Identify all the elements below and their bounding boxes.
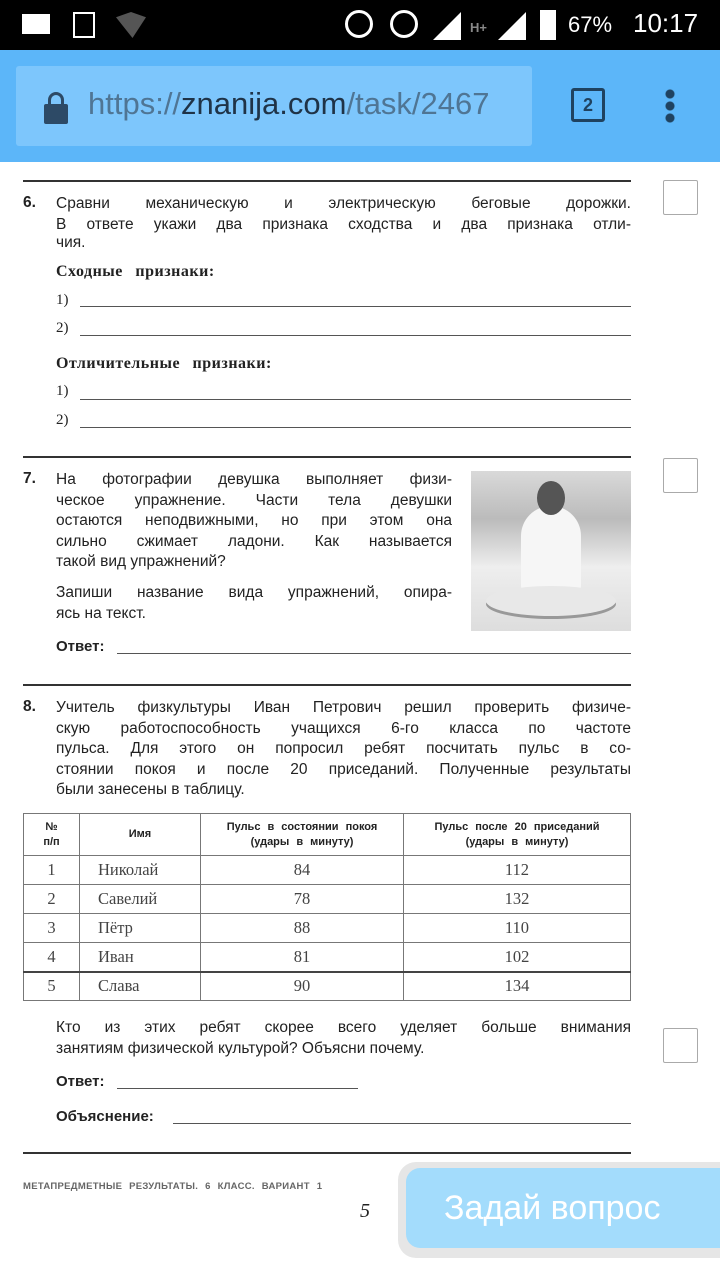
tab-switcher-button[interactable]: 2 xyxy=(571,88,605,122)
answer-line[interactable] xyxy=(80,399,631,400)
text-line: остаются неподвижными, но при этом она xyxy=(56,512,452,529)
answer-line[interactable] xyxy=(80,427,631,428)
table-row: 4 Иван 81 102 xyxy=(24,943,631,972)
question-number: 7. xyxy=(23,470,36,487)
text-line: Кто из этих ребят скорее всего уделяет больше внимания xyxy=(56,1019,631,1036)
text-line: пульса. Для этого он попросил ребят посчитать пульс в со- xyxy=(56,740,631,757)
answer-line[interactable] xyxy=(117,1088,358,1089)
text-line: такой вид упражнений? xyxy=(56,553,226,570)
question-7-task xyxy=(56,583,452,624)
text-line: ясь на текст. xyxy=(56,604,146,622)
table-header xyxy=(24,814,631,856)
question-6-text xyxy=(56,194,631,254)
text-line: В ответе укажи два признака сходства и два признака отли- xyxy=(56,215,631,233)
page-caption: МЕТАПРЕДМЕТНЫЕ РЕЗУЛЬТАТЫ. 6 КЛАСС. ВАРИАНТ 1 xyxy=(23,1181,323,1192)
url-scheme: https:// xyxy=(88,86,182,121)
browser-toolbar xyxy=(0,50,720,162)
answer-checkbox[interactable] xyxy=(663,180,698,215)
url-bar[interactable] xyxy=(16,66,532,146)
explanation-label: Объяснение: xyxy=(56,1108,154,1125)
table-row: 5 Слава 90 134 xyxy=(24,972,631,1001)
answer-checkbox[interactable] xyxy=(663,1028,698,1063)
answer-line[interactable] xyxy=(117,653,631,654)
column-header: Имя xyxy=(80,814,201,856)
divider xyxy=(23,1152,631,1154)
lock-shackle-icon xyxy=(48,92,64,108)
menu-icon[interactable] xyxy=(664,88,676,124)
similar-heading: Сходные признаки: xyxy=(56,263,215,280)
exercise-photo xyxy=(471,471,631,631)
different-heading: Отличительные признаки: xyxy=(56,355,272,372)
wifi-icon xyxy=(116,12,146,38)
text-line: занятиям физической культурой? Объясни почему. xyxy=(56,1039,425,1057)
answer-checkbox[interactable] xyxy=(663,458,698,493)
item-label: 2) xyxy=(56,320,69,336)
text-line: чия. xyxy=(56,234,86,251)
text-line: Сравни механическую и электрическую беговые дорожки. xyxy=(56,195,631,212)
image-icon xyxy=(73,12,95,38)
item-label: 1) xyxy=(56,292,69,308)
table-row: 2 Савелий 78 132 xyxy=(24,885,631,914)
text-line: скую работоспособность учащихся 6-го класса по частоте xyxy=(56,719,631,737)
battery-percent: 67% xyxy=(568,12,613,37)
question-8-text xyxy=(56,698,631,801)
page-number: 5 xyxy=(360,1200,370,1222)
explanation-line[interactable] xyxy=(173,1123,631,1124)
text-line: ческое упражнение. Части тела девушки xyxy=(56,491,452,509)
text-line: были занесены в таблицу. xyxy=(56,781,245,798)
divider xyxy=(23,684,631,686)
question-7-text xyxy=(56,470,452,573)
ask-question-button[interactable] xyxy=(398,1162,720,1258)
text-line: На фотографии девушка выполняет физи- xyxy=(56,471,452,488)
url-path: /task/2467 xyxy=(346,86,490,121)
text-line: Учитель физкультуры Иван Петрович решил проверить физиче- xyxy=(56,699,631,716)
signal-icon xyxy=(498,12,526,40)
clock: 10:17 xyxy=(633,8,699,38)
answer-label: Ответ: xyxy=(56,1073,105,1090)
answer-line[interactable] xyxy=(80,335,631,336)
url-text xyxy=(88,86,528,122)
alarm-icon xyxy=(390,10,418,38)
status-bar xyxy=(0,0,720,50)
network-type: H+ xyxy=(470,20,487,35)
text-line: сильно сжимает ладони. Как называется xyxy=(56,532,452,550)
question-number: 8. xyxy=(23,698,36,715)
text-line: Запиши название вида упражнений, опира- xyxy=(56,584,452,601)
divider xyxy=(23,180,631,182)
dnd-icon xyxy=(345,10,373,38)
column-header: № п/п xyxy=(24,814,80,856)
table-row: 1 Николай 84 112 xyxy=(24,856,631,885)
text-line: стоянии покоя и после 20 приседаний. Полученные результаты xyxy=(56,760,631,778)
item-label: 1) xyxy=(56,383,69,399)
url-host: znanija.com xyxy=(181,86,347,121)
item-label: 2) xyxy=(56,412,69,428)
answer-line[interactable] xyxy=(80,306,631,307)
question-number: 6. xyxy=(23,194,36,211)
mail-icon xyxy=(22,14,50,34)
column-header: Пульс в состоянии покоя (удары в минуту) xyxy=(201,814,404,856)
table-row: 3 Пётр 88 110 xyxy=(24,914,631,943)
signal-icon xyxy=(433,12,461,40)
battery-icon xyxy=(540,10,556,40)
divider xyxy=(23,456,631,458)
pulse-table xyxy=(23,813,631,1001)
answer-label: Ответ: xyxy=(56,638,105,655)
ask-question-label: Задай вопрос xyxy=(406,1168,720,1248)
question-8-prompt xyxy=(56,1018,631,1059)
column-header: Пульс после 20 приседаний (удары в минуту) xyxy=(404,814,631,856)
